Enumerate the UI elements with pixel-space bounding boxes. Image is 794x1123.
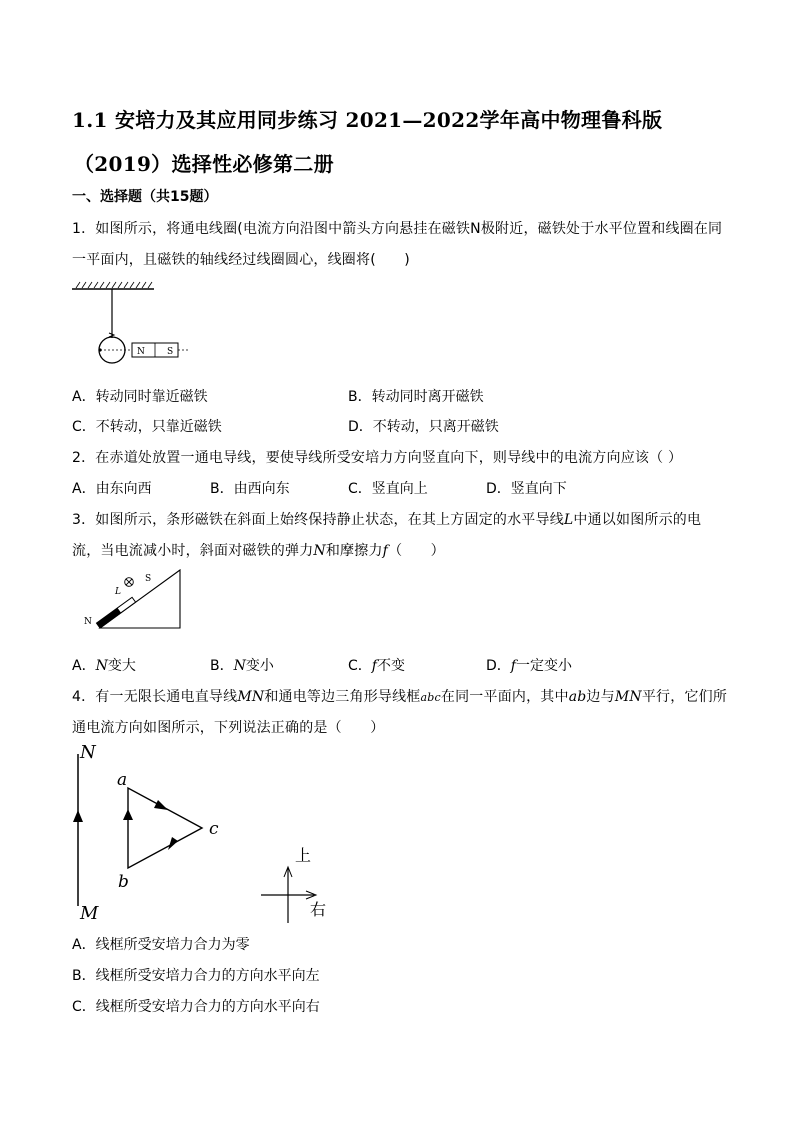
q1-option-b[interactable]: B．转动同时离开磁铁 [348,389,484,405]
section-heading: 一、选择题（共15题） [72,189,218,205]
page-title-line-2: （2019）选择性必修第二册 [74,152,334,176]
q2-stem: 2．在赤道处放置一通电导线，要使导线所受安培力方向竖直向下，则导线中的电流方向应该（ ） [72,450,683,466]
q3-stem-1a: 3．如图所示，条形磁铁在斜面上始终保持静止状态，在其上方固定的水平导线 [72,512,564,528]
q1-option-a[interactable]: A．转动同时靠近磁铁 [72,389,208,405]
q3-var-n: N [313,543,326,559]
q1-figure [70,280,190,370]
q4-var-mn-2: MN [614,689,642,705]
q4-wire-n-label: N [80,742,96,763]
q2-option-c[interactable]: C．竖直向上 [348,481,428,497]
q3-stem-2c: （ ） [388,543,445,559]
q3-stem-2a: 流，当电流减小时，斜面对磁铁的弹力 [72,543,314,559]
q4-right-label: 右 [310,900,327,919]
q2-option-d[interactable]: D．竖直向下 [486,481,567,497]
q4-stem-line-2: 通电流方向如图所示，下列说法正确的是（ ） [72,720,385,736]
q2-option-a[interactable]: A．由东向西 [72,481,152,497]
q3-stem-2b: 和摩擦力 [325,543,383,559]
q1-magnet-n-label: N [137,347,145,357]
q4-vertex-c: c [209,819,219,839]
q4-up-label: 上 [295,846,312,865]
q3-var-l: L [563,512,574,528]
q3-option-b[interactable]: B．N变小 [210,658,274,674]
q1-stem-line-1: 1．如图所示，将通电线圈(电流方向沿图中箭头方向悬挂在磁铁N极附近，磁铁处于水平位置和线圈在同 [72,221,723,237]
q4-stem-line-1: 4．有一无限长通电直导线MN和通电等边三角形导线框abc在同一平面内，其中ab边与MN平行，它们所 [72,689,728,705]
q3-option-c[interactable]: C．f不变 [348,658,405,674]
q1-option-d[interactable]: D．不转动，只离开磁铁 [348,419,499,435]
q3-option-d[interactable]: D．f一定变小 [486,658,572,674]
q1-magnet-s-label: S [167,347,174,357]
q4-var-mn: MN [237,689,265,705]
q3-magnet-n-label: N [84,617,92,627]
q3-option-a[interactable]: A．N变大 [72,658,136,674]
q4-option-b[interactable]: B．线框所受安培力合力的方向水平向左 [72,968,320,984]
q4-figure [66,738,336,923]
q4-option-c[interactable]: C．线框所受安培力合力的方向水平向右 [72,999,320,1015]
q2-option-b[interactable]: B．由西向东 [210,481,290,497]
q3-wire-label: L [115,587,121,597]
q1-option-c[interactable]: C．不转动，只靠近磁铁 [72,419,222,435]
q3-stem-line-2 [72,540,445,560]
q4-vertex-a: a [117,770,128,790]
q4-var-abc: abc [420,691,441,704]
page-title-line-1: 1.1 安培力及其应用同步练习 2021—2022学年高中物理鲁科版 [72,108,663,132]
q4-wire-m-label: M [80,903,99,923]
q4-option-a[interactable]: A．线框所受安培力合力为零 [72,937,250,953]
q1-stem-line-2: 一平面内，且磁铁的轴线经过线圈圆心，线圈将( ) [72,252,410,268]
q3-var-f: f [382,543,389,559]
q4-vertex-b: b [118,872,129,892]
q4-var-ab: ab [568,689,587,705]
q3-figure [78,566,188,636]
q3-stem-1b: 中通以如图所示的电 [573,512,702,528]
q3-magnet-s-label: S [145,574,152,584]
q3-stem-line-1 [72,509,701,529]
